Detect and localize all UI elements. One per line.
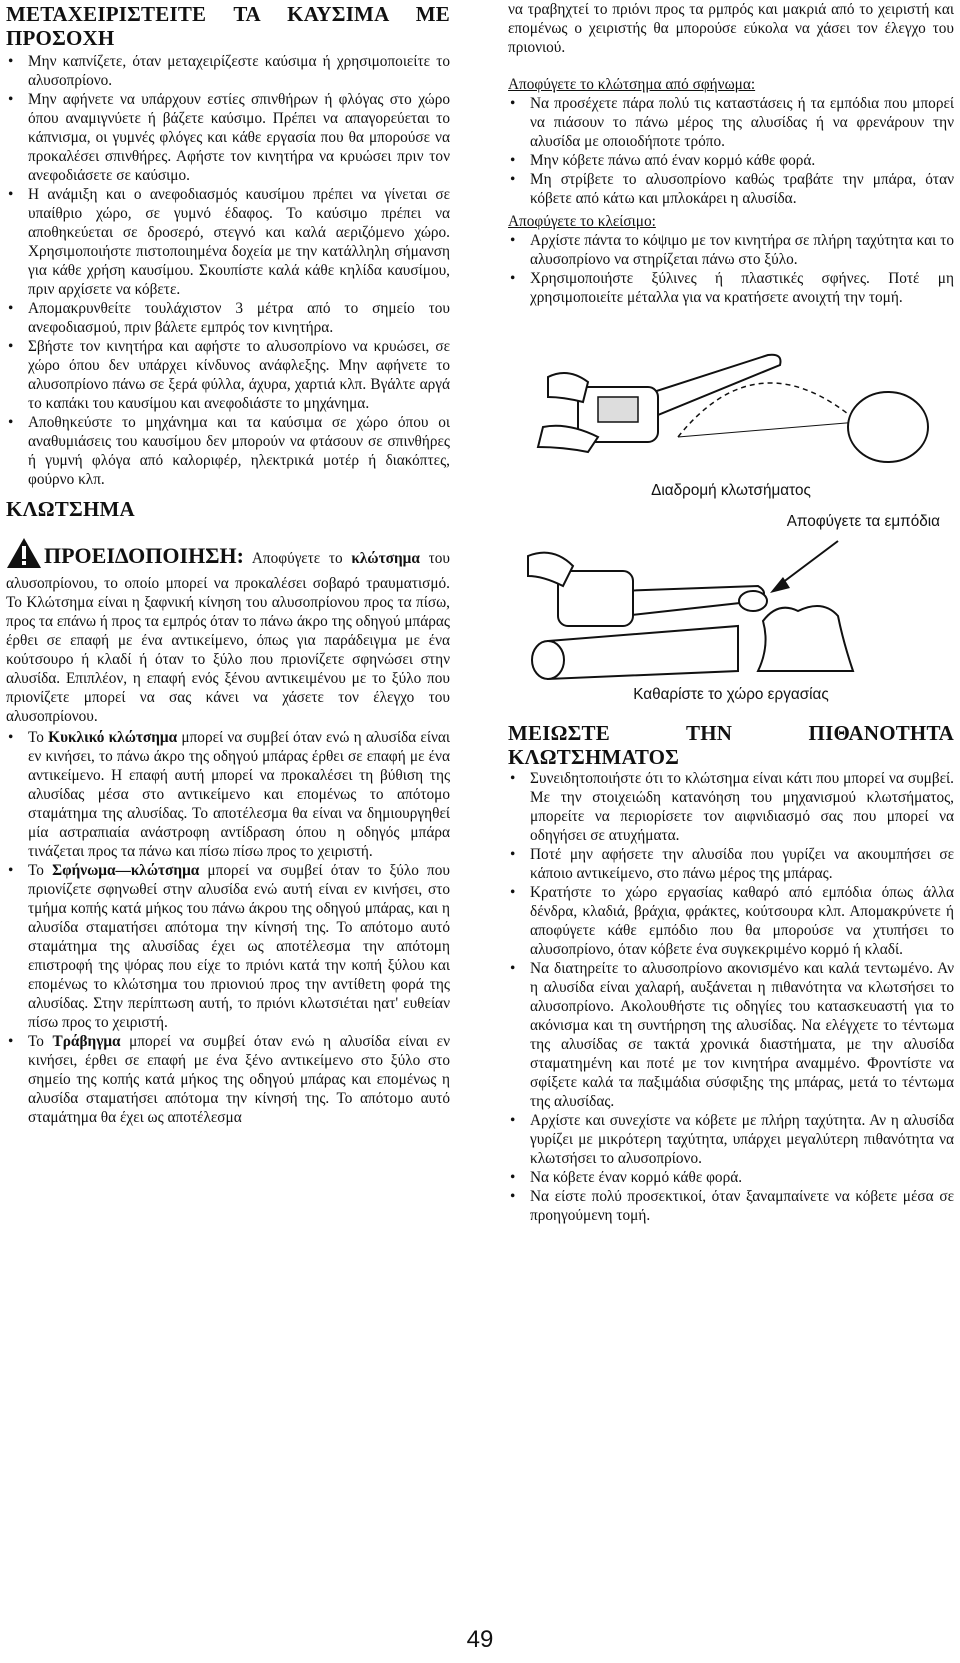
kickback-path-figure bbox=[508, 327, 954, 499]
bullet-icon: • bbox=[510, 171, 516, 188]
lock-heading: Αποφύγετε το κλείσιμο: bbox=[508, 213, 656, 230]
figure-caption-clear-area: Καθαρίστε το χώρο εργασίας bbox=[633, 686, 829, 703]
warning-label: ΠΡΟΕΙΔΟΠΟΙΗΣΗ: bbox=[44, 543, 244, 568]
list-item: • Να διατηρείτε το αλυσοπρίονο ακονισμένο και καλά τεντωμένο. Αν η αλυσίδα είναι χαλαρή, αυξάνεται η πιθανότητα να κλωτσήσει το αλυσοπρίονο. Ακολουθήστε τις οδηγίες του κατασκευαστή για το ακόνισμα και τη συντήρηση της αλυσίδας. Να ελέγχετε το τέντωμα της αλυσίδας σε τακτά χρονικά διαστήματα, με την αλυσίδα σταματημένη και ποτέ με τον κινητήρα αναμμένο. Φροντίστε να σφίξετε καλά τα παξιμάδια σύσφιξης της μπάρας, μετά το τέντωμα της αλυσίδας. bbox=[510, 960, 954, 1110]
kickback-section-title: ΚΛΩΤΣΗΜΑ bbox=[6, 497, 135, 521]
page-number: 49 bbox=[466, 1626, 494, 1653]
figure-caption-kickback-path: Διαδρομή κλωτσήματος bbox=[651, 482, 811, 499]
list-item: • Να προσέχετε πάρα πολύ τις καταστάσεις ή τα εμπόδια που μπορεί να πιάσουν το πάνω μέρος της αλυσίδας ή να φρενάρουν την αλυσίδα με οποιοδήποτε τρόπο. bbox=[510, 95, 954, 150]
list-item: • Η ανάμιξη και ο ανεφοδιασμός καυσίμου πρέπει να γίνεται σε υπαίθριο χώρο, σε γυμνό έδαφος. Το καύσιμο πρέπει να αποθηκεύεται σε δροσερό, στεγνό και καλά αεριζόμενο χώρο. Χρησιμοποιήστε πιστοποιημένα δοχεία με την κατάλληλη σήμανση για κάθε χρήση καυσίμου. Σκουπίστε καλά κάθε κηλίδα καυσίμου, πριν αρχίσετε να κόβετε. bbox=[8, 186, 450, 298]
bullet-icon: • bbox=[8, 338, 14, 355]
chainsaw-obstacle-illustration bbox=[508, 531, 954, 681]
bullet-icon: • bbox=[8, 862, 14, 879]
list-item: • Το Σφήνωμα—κλώτσημα μπορεί να συμβεί όταν το ξύλο που πριονίζετε σφηνωθεί στην αλυσίδα ενώ αυτή είναι εν κινήσει, στο τμήμα κοπής κατά μήκος του πάνω άκρου της οδηγού μπάρας, και η αλυσίδα σταματήσει απότομα την κίνησή της. Το απότομο αυτό σταμάτημα της αλυσίδας έχει ως αποτέλεσμα την απότομη επιστροφή της ψόρας που είχε το πριόνι κατά την κοπή ξύλου και επομένως το κλώτσημα του πριονιού προς την αντίθετη φορά της αλυσίδας. Στην περίπτωση αυτή, το πριόνι κλωτσιέται ηατ' ευθείαν πίσω προς το χειριστή. bbox=[8, 862, 451, 1031]
warning-lead: Αποφύγετε το bbox=[251, 550, 343, 567]
bullet-icon: • bbox=[510, 95, 516, 112]
bullet-icon: • bbox=[510, 960, 516, 977]
list-item: • Συνειδητοποιήστε ότι το κλώτσημα είναι κάτι που μπορεί να συμβεί. Με την στοιχειώδη κατανόηση του μηχανισμού κλωτσήματος, μπορείτε να περιορίσετε τον αιφνιδιασμό σας που μπορεί να οδηγήσει σε ατυχήματα. bbox=[510, 770, 954, 844]
right-column bbox=[508, 0, 954, 1225]
bullet-icon: • bbox=[8, 186, 14, 203]
bullet-icon: • bbox=[510, 270, 516, 287]
fuel-section-title: ΜΕΤΑΧΕΙΡΙΣΤΕΙΤΕ ΤΑ ΚΑΥΣΙΜΑ ΜΕ ΠΡΟΣΟΧΗ bbox=[6, 2, 450, 50]
list-item: • Αρχίστε πάντα το κόψιμο με τον κινητήρα σε πλήρη ταχύτητα και το αλυσοπρίονο να στηρίζεται πάνω στο ξύλο. bbox=[510, 232, 954, 268]
bullet-icon: • bbox=[510, 1169, 516, 1186]
bullet-icon: • bbox=[510, 1188, 516, 1205]
list-item: • Να είστε πολύ προσεκτικοί, όταν ξαναμπαίνετε να κόβετε μέσα σε προηγούμενη τομή. bbox=[510, 1188, 954, 1224]
wedge-list bbox=[508, 94, 954, 208]
bullet-icon: • bbox=[8, 414, 14, 431]
left-column bbox=[6, 0, 450, 1127]
bullet-icon: • bbox=[8, 729, 14, 746]
reduce-section-title: ΜΕΙΩΣΤΕ ΤΗΝ ΠΙΘΑΝΟΤΗΤΑ ΚΛΩΤΣΗΜΑΤΟΣ bbox=[508, 721, 954, 769]
list-item: • Απομακρυνθείτε τουλάχιστον 3 μέτρα από το σημείο του ανεφοδιασμού, πριν βάλετε εμπρός τον κινητήρα. bbox=[8, 300, 450, 336]
warning-text: του αλυσοπρίονου, το οποίο μπορεί να προκαλέσει σοβαρό τραυματισμό. Το Κλώτσημα είναι η ξαφνική κίνηση του αλυσοπρίονου προς τα πίσω, προς τα επάνω ή προς τα εμπρός όταν το πάνω άκρο της οδηγού μπάρας έρθει σε επαφή με ένα αντικείμενο, όπως για παράδειγμα με ένα κούτσουρο ή κλαδί ή όταν το ξύλο που πριονίζετε σφηνώσει στην αλυσίδα. Επιπλέον, η επαφή ενός ξένου αντικειμένου με το ξύλο που πριονίζετε μπορεί να σας κάνει να χάσετε τον έλεγχο του αλυσοπρίονου. bbox=[6, 550, 450, 725]
lock-list bbox=[508, 231, 954, 307]
bullet-icon: • bbox=[510, 884, 516, 901]
list-item: • Το Τράβηγμα μπορεί να συμβεί όταν ενώ η αλυσίδα είναι εν κινήσει, έρθει σε επαφή με ένα ξένο αντικείμενο στο ξύλο στο σημείο της κοπής κατά μήκος της οδηγού μπάρας και επομένως η αλυσίδα σταματήσει απότομα την κίνησή της. Το απότομο αυτό σταμάτημα θα έχει ως αποτέλεσμα bbox=[8, 1033, 451, 1126]
warning-triangle-icon bbox=[6, 537, 42, 574]
list-item: • Κρατήστε το χώρο εργασίας καθαρό από εμπόδια όπως άλλα δένδρα, κλαδιά, βράχια, φράκτες, κούτσουρα κλπ. Απομακρύνετε ή αποφύγετε κάθε εμπόδιο που θα μπορούσε να χτυπήσει το αλυσοπρίονο, όταν κόβετε ένα συγκεκριμένο κορμό ή κλαδί. bbox=[510, 884, 954, 958]
bullet-icon: • bbox=[510, 1112, 516, 1129]
figure-label-avoid-obstacles: Αποφύγετε τα εμπόδια bbox=[786, 513, 940, 530]
list-item: • Ποτέ μην αφήσετε την αλυσίδα που γυρίζει να ακουμπήσει σε κάποιο αντικείμενο, στο πάνω μέρος της μπάρας. bbox=[510, 846, 954, 882]
warning-paragraph bbox=[6, 537, 450, 726]
list-item: • Σβήστε τον κινητήρα και αφήστε το αλυσοπρίονο να κρυώσει, σε χώρο όπου δεν υπάρχει κίνδυνος ανάφλεξης. Μην αφήνετε το αλυσοπρίονο πάνω σε ξερά φύλλα, άχυρα, χαρτιά κλπ. Βγάλτε αργά το καπάκι του καυσίμου και ανεφοδιάστε το μηχάνημα. bbox=[8, 338, 450, 412]
kickback-types-list bbox=[6, 728, 450, 1127]
continuation-text: να τραβηχτεί το πριόνι προς τα ρμπρός και μακριά από το χειριστή και επομένως ο χειριστής θα μπορούσε εύκολα να χάσει τον έλεγχο του πριονιού. bbox=[508, 1, 954, 56]
list-item: • Το Κυκλικό κλώτσημα μπορεί να συμβεί όταν ενώ η αλυσίδα είναι εν κινήσει, το πάνω άκρο της οδηγού μπάρας έρθει σε επαφή με ένα αντικείμενο. Η επαφή αυτή μπορεί να προκαλέσει τη βύθιση της αλυσίδας μέσα στο αντικείμενο και επομένως το απότομο σταμάτημα της αλυσίδας. Το αποτέλεσμα θα είναι να δημιουργηθεί μία αστραπιαία ανάστροφη αντίδραση όπου η οδηγός μπάρα τινάζεται προς τα πάνω και πίσω πίσω προς το χειριστή. bbox=[8, 729, 450, 860]
bullet-icon: • bbox=[8, 91, 14, 108]
list-item: • Χρησιμοποιήστε ξύλινες ή πλαστικές σφήνες. Ποτέ μη χρησιμοποιείτε μέταλλα για να κρατήσετε ανοιχτή την τομή. bbox=[510, 270, 954, 306]
list-item: • Μην καπνίζετε, όταν μεταχειρίζεστε καύσιμα ή χρησιμοποιείτε το αλυσοπρίονο. bbox=[8, 53, 450, 89]
list-item: • Αρχίστε και συνεχίστε να κόβετε με πλήρη ταχύτητα. Αν η αλυσίδα γυρίζει με μικρότερη ταχύτητα, υπάρχει μεγαλύτερη πιθανότητα να κλωτσήσει το αλυσοπρίονο. bbox=[510, 1112, 954, 1167]
clear-area-figure bbox=[508, 513, 954, 713]
bullet-icon: • bbox=[510, 770, 516, 787]
wedge-heading: Αποφύγετε το κλώτσημα από σφήνωμα: bbox=[508, 76, 756, 93]
bullet-icon: • bbox=[510, 846, 516, 863]
bullet-icon: • bbox=[510, 152, 516, 169]
list-item: • Μη στρίβετε το αλυσοπρίονο καθώς τραβάτε την μπάρα, όταν κόβετε από κάτω και μπλοκάρει η αλυσίδα. bbox=[510, 171, 954, 207]
bullet-icon: • bbox=[8, 53, 14, 70]
list-item: • Μην αφήνετε να υπάρχουν εστίες σπινθήρων ή φλόγας στο χώρο όπου αναμιγνύετε ή βάζετε καύσιμο. Πρέπει να απαγορεύεται το κάπνισμα, οι γυμνές φλόγες και κάθε εργασία που θα μπορούσε να προκαλέσει σπινθήρες. Αφήστε τον κινητήρα να κρυώσει πριν τον ανεφοδιάσετε σε καύσιμο. bbox=[8, 91, 450, 184]
bullet-icon: • bbox=[8, 1033, 14, 1050]
reduce-list bbox=[508, 769, 954, 1225]
bullet-icon: • bbox=[510, 232, 516, 249]
bullet-icon: • bbox=[8, 300, 14, 317]
fuel-list bbox=[6, 52, 450, 489]
warning-bold-term: κλώτσημα bbox=[351, 550, 420, 567]
list-item: • Να κόβετε έναν κορμό κάθε φορά. bbox=[510, 1169, 743, 1186]
list-item: • Μην κόβετε πάνω από έναν κορμό κάθε φορά. bbox=[510, 152, 816, 169]
list-item: • Αποθηκεύστε το μηχάνημα και τα καύσιμα σε χώρο όπου οι αναθυμιάσεις του καυσίμου δεν μπορούν να φτάσουν σε σπινθήρες ή γυμνή φλόγα από καλοριφέρ, ηλεκτρικά μοτέρ ή διακόπτες, φούρνο κλπ. bbox=[8, 414, 450, 488]
chainsaw-kickback-illustration bbox=[508, 327, 954, 477]
